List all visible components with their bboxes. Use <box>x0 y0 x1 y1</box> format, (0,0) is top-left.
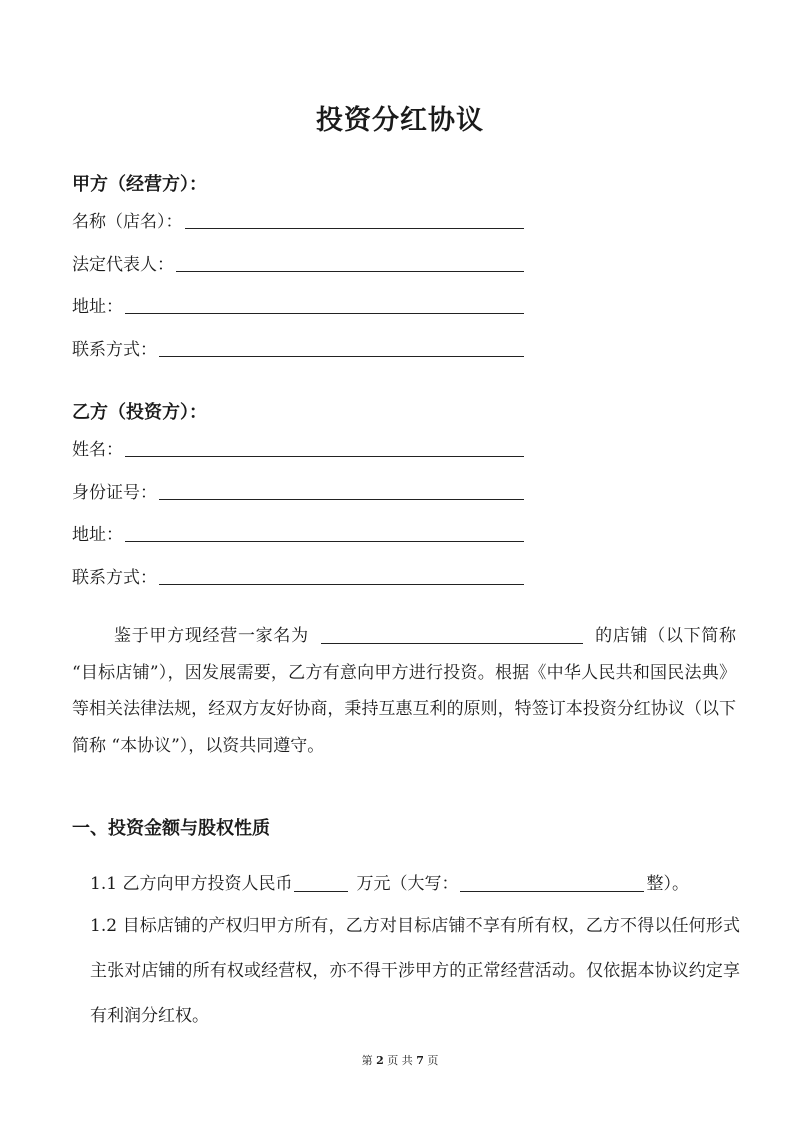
party-b-name-field <box>72 434 524 460</box>
store-name-blank <box>321 625 583 644</box>
current-page-number: 2 <box>376 1054 384 1067</box>
party-a-contact-field <box>72 334 524 360</box>
footer-pre: 第 <box>361 1054 373 1067</box>
footer-mid: 页 共 <box>387 1054 413 1067</box>
footer-post: 页 <box>427 1054 439 1067</box>
section-1-heading: 一、投资金额与股权性质 <box>72 818 270 839</box>
fill-in-line <box>185 227 525 229</box>
party-a-representative-field <box>72 249 524 275</box>
party-b-address-field <box>72 519 524 545</box>
field-label: 联系方式： <box>72 340 157 360</box>
page-footer <box>0 1052 800 1068</box>
total-page-number: 7 <box>416 1054 424 1067</box>
fill-in-line <box>176 270 524 272</box>
fill-in-line <box>125 312 524 314</box>
fill-in-line <box>125 455 524 457</box>
fill-in-line <box>125 540 524 542</box>
clause-1-2-text: 1.2 目标店铺的产权归甲方所有，乙方对目标店铺不享有所有权，乙方不得以任何形式主张对店铺的所有权或经营权，亦不得干涉甲方的正常经营活动。仅依据本协议约定享有利润分红权。 <box>90 916 740 1026</box>
field-label: 法定代表人： <box>72 255 174 275</box>
amount-blank <box>294 873 348 892</box>
party-a-address-field <box>72 291 524 317</box>
field-label: 地址： <box>72 525 123 545</box>
party-b-id-field <box>72 477 524 503</box>
fill-in-line <box>159 583 524 585</box>
intro-paragraph <box>72 618 736 764</box>
fill-in-line <box>159 498 524 500</box>
document-title: 投资分红协议 <box>316 105 484 136</box>
field-label: 身份证号： <box>72 483 157 503</box>
clause-1-1-middle: 万元（大写： <box>356 874 459 894</box>
clause-1-2 <box>90 904 740 1039</box>
party-b-contact-field <box>72 562 524 588</box>
amount-words-blank <box>460 873 644 892</box>
fill-in-line <box>159 355 524 357</box>
party-a-name-field <box>72 206 524 232</box>
field-label: 名称（店名）： <box>72 212 183 232</box>
intro-text-1: 鉴于甲方现经营一家名为 <box>114 626 309 646</box>
party-b-heading: 乙方（投资方）： <box>72 402 207 423</box>
field-label: 联系方式： <box>72 568 157 588</box>
intro-text-2: 的店铺（以下简称 “目标店铺”），因发展需要，乙方有意向甲方进行投资。根据《中华人民共和国民法典》等相关法律法规，经双方友好协商，秉持互惠互利的原则，特签订本投资分红协议（以下简称 “本协议”），以资共同遵守。 <box>72 626 737 756</box>
field-label: 地址： <box>72 297 123 317</box>
field-label: 姓名： <box>72 440 123 460</box>
clause-1-1 <box>90 862 740 907</box>
clause-1-1-suffix: 整）。 <box>646 874 689 894</box>
clause-1-1-prefix: 1.1 乙方向甲方投资人民币 <box>90 874 293 894</box>
party-a-heading: 甲方（经营方）： <box>72 174 207 195</box>
